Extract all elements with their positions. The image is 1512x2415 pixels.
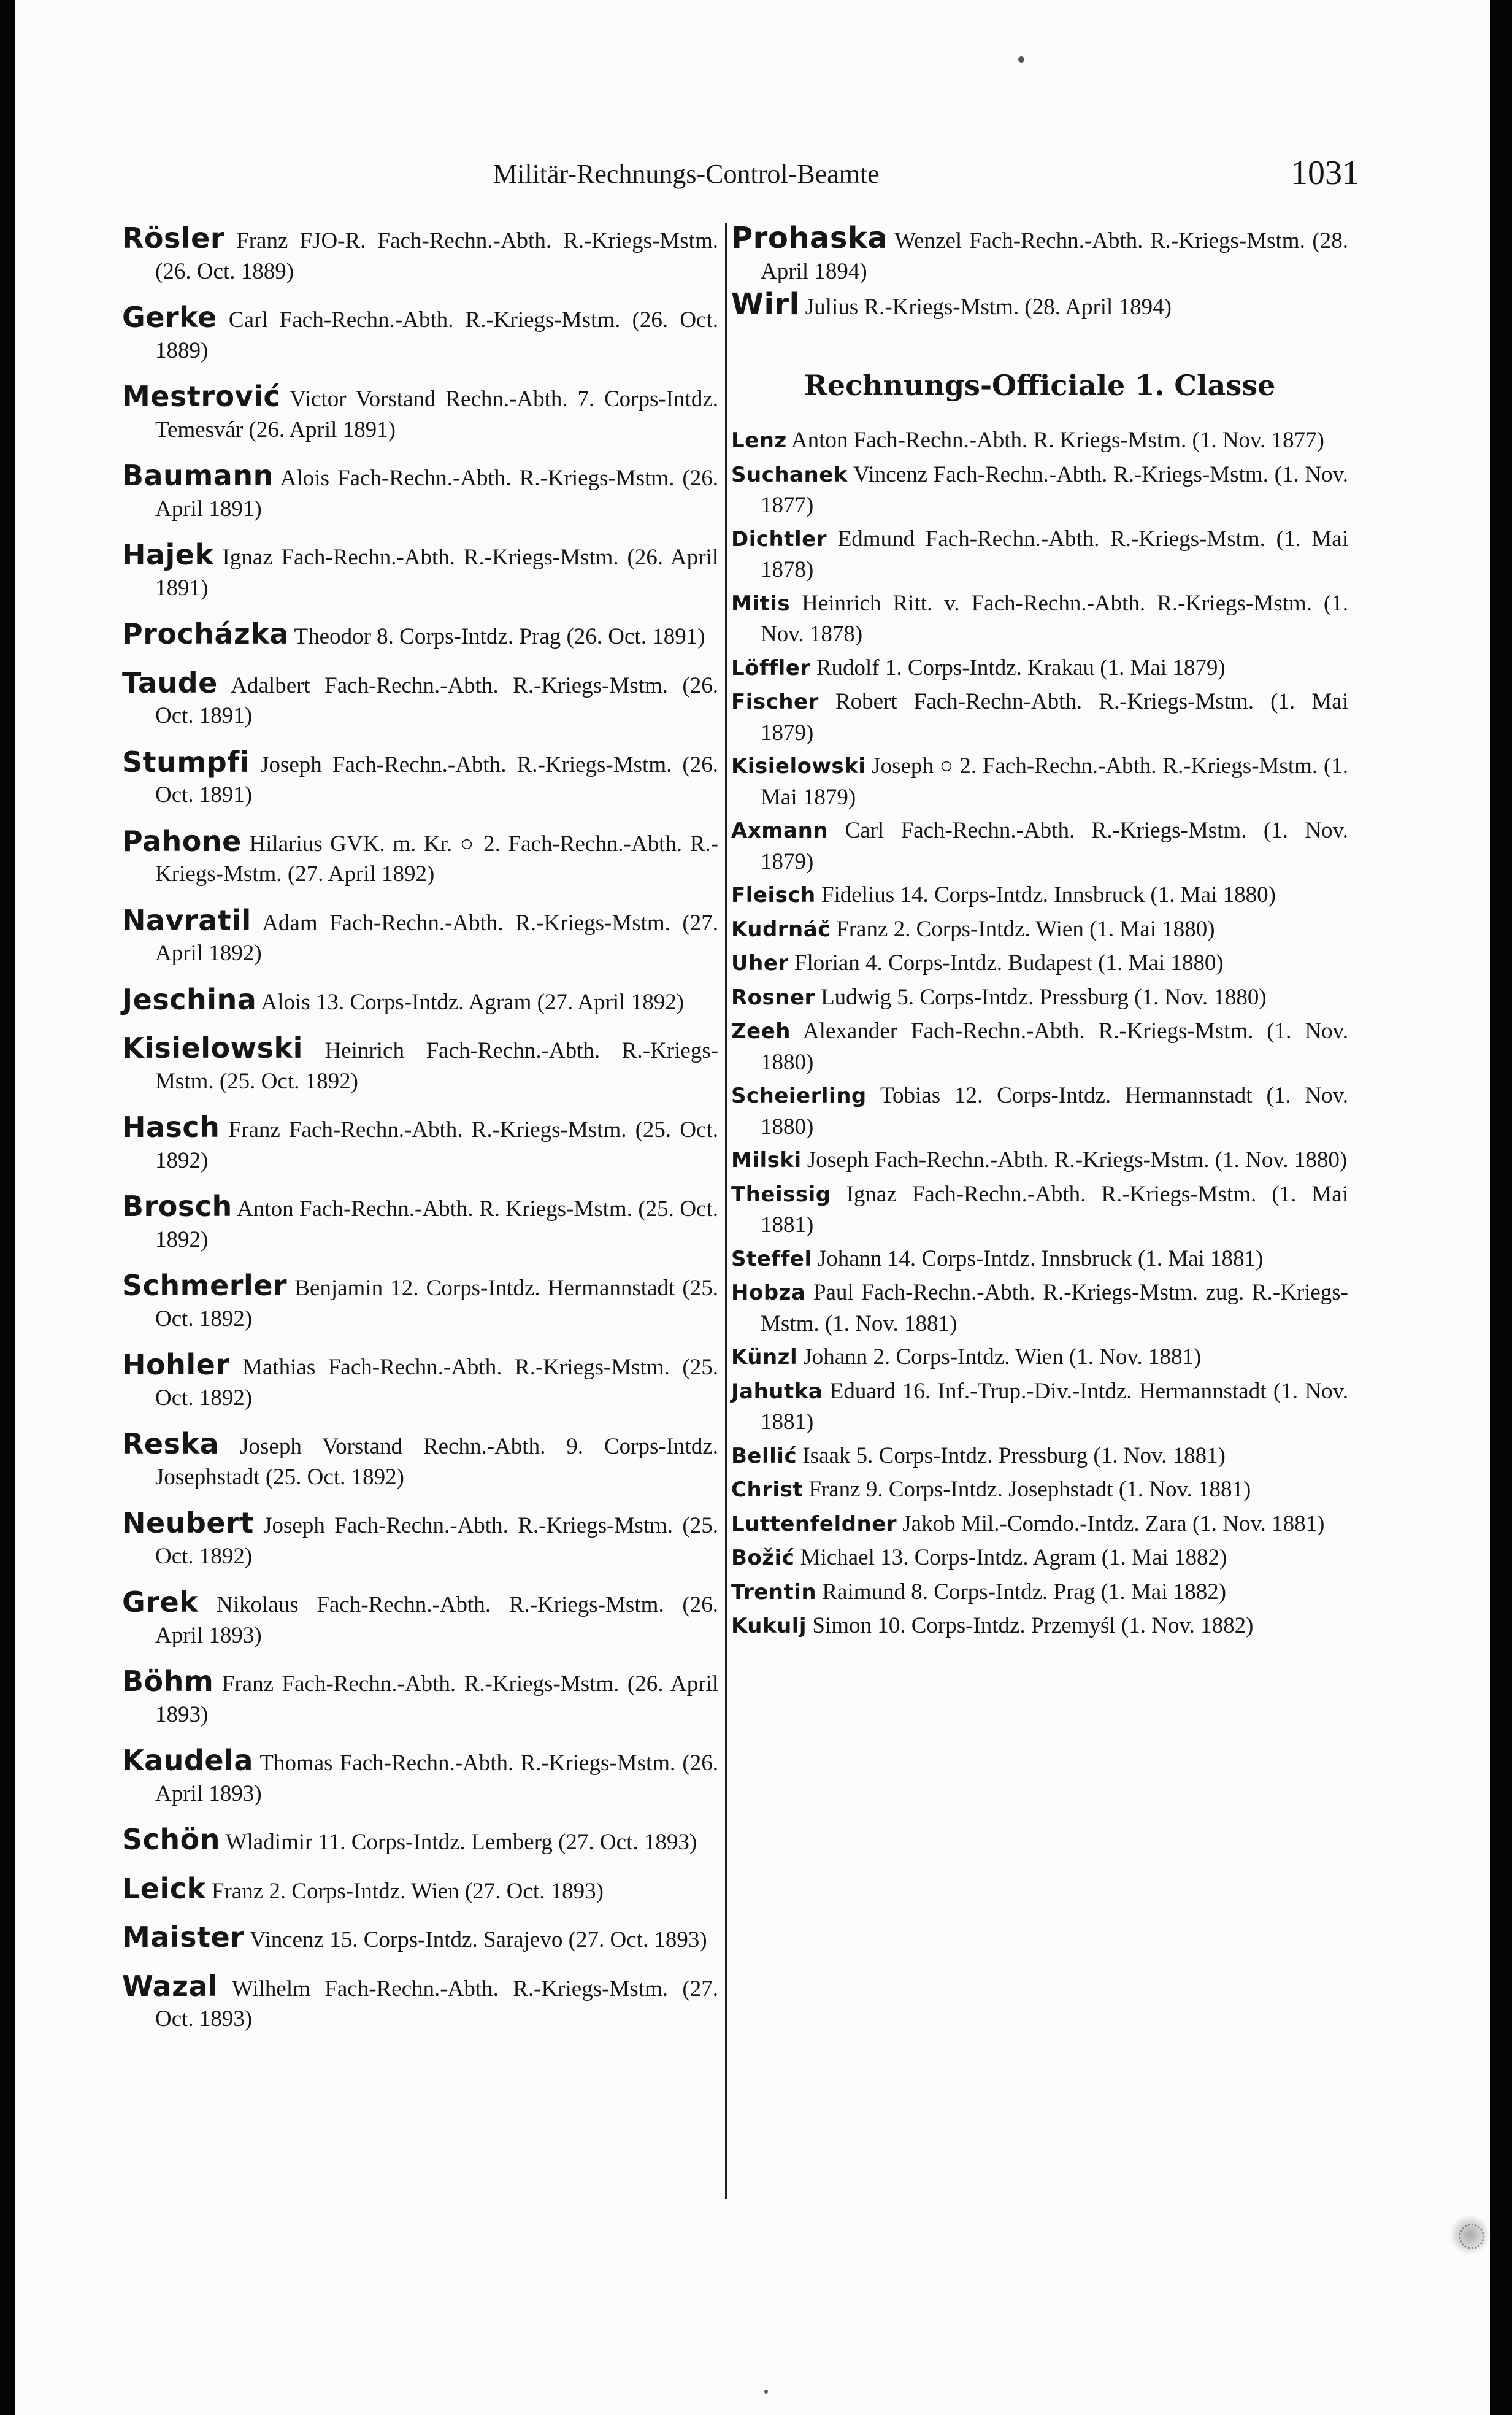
entry-details: Anton Fach-Rechn.-Abth. R. Kriegs-Mstm. (1. Nov. 1877) <box>786 428 1324 453</box>
entry-surname: Taude <box>122 666 218 699</box>
entry-surname: Theissig <box>731 1182 831 1207</box>
entry-details: Joseph ○ 2. Fach-Rechn.-Abth. R.-Kriegs-Mstm. (1. Mai 1879) <box>761 753 1348 810</box>
entry-surname: Stumpfi <box>122 745 250 779</box>
entry-surname: Fischer <box>731 690 819 714</box>
entry-surname: Böhm <box>122 1665 214 1698</box>
list-item <box>122 982 718 1018</box>
list-item <box>122 668 718 731</box>
entry-details: Simon 10. Corps-Intdz. Przemyśl (1. Nov. 1882) <box>807 1613 1254 1638</box>
entry-surname: Uher <box>731 951 789 976</box>
list-item <box>122 1429 718 1492</box>
entry-details: Heinrich Fach-Rechn.-Abth. R.-Kriegs-Mstm. (25. Oct. 1892) <box>155 1038 718 1094</box>
entry-details: Florian 4. Corps-Intdz. Budapest (1. Mai 1880) <box>788 950 1224 976</box>
entry-surname: Trentin <box>731 1579 817 1604</box>
entry-surname: Kisielowski <box>731 754 866 779</box>
entry-details: Hilarius GVK. m. Kr. ○ 2. Fach-Rechn.-Abth. R.-Kriegs-Mstm. (27. April 1892) <box>155 831 718 887</box>
entry-surname: Hajek <box>122 538 214 571</box>
list-item <box>731 588 1348 650</box>
list-item <box>122 1112 718 1176</box>
list-item <box>122 619 718 652</box>
list-item <box>731 1474 1348 1506</box>
entry-surname: Bellić <box>731 1443 797 1468</box>
list-item <box>122 540 718 603</box>
entry-details: Vincenz Fach-Rechn.-Abth. R.-Kriegs-Mstm. (1. Nov. 1877) <box>761 461 1348 518</box>
entry-surname: Wirl <box>731 287 800 322</box>
entry-details: Raimund 8. Corps-Intdz. Prag (1. Mai 1882) <box>816 1579 1227 1604</box>
entry-surname: Milski <box>731 1148 802 1173</box>
entry-details: Johann 14. Corps-Intdz. Innsbruck (1. Mai 1881) <box>812 1246 1264 1271</box>
list-item <box>122 903 718 969</box>
entry-surname: Schmerler <box>122 1269 288 1302</box>
list-item <box>122 1508 718 1571</box>
entry-surname: Zeeh <box>731 1019 791 1044</box>
list-item <box>122 461 718 524</box>
entry-details: Carl Fach-Rechn.-Abth. R.-Kriegs-Mstm. (1. Nov. 1879) <box>761 818 1348 874</box>
entry-details: Anton Fach-Rechn.-Abth. R. Kriegs-Mstm. (25. Oct. 1892) <box>155 1196 718 1252</box>
entry-details: Eduard 16. Inf.-Trup.-Div.-Intdz. Hermannstadt (1. Nov. 1881) <box>761 1378 1348 1435</box>
entry-details: Mathias Fach-Rechn.-Abth. R.-Kriegs-Mstm. (25. Oct. 1892) <box>155 1355 718 1411</box>
list-item <box>122 1971 718 2035</box>
list-item <box>731 1543 1348 1574</box>
entry-surname: Procházka <box>122 617 289 650</box>
entry-details: Nikolaus Fach-Rechn.-Abth. R.-Kriegs-Mstm. (26. April 1893) <box>155 1592 718 1648</box>
list-item <box>731 1509 1348 1540</box>
entry-surname: Jahutka <box>731 1379 823 1404</box>
entry-surname: Schön <box>122 1823 220 1856</box>
library-stamp-icon <box>1450 2215 1489 2254</box>
entry-details: Jakob Mil.-Comdo.-Intdz. Zara (1. Nov. 1881) <box>897 1511 1325 1536</box>
entry-surname: Mitis <box>731 591 791 616</box>
entry-details: Wilhelm Fach-Rechn.-Abth. R.-Kriegs-Mstm. (27. Oct. 1893) <box>155 1976 718 2032</box>
entry-surname: Brosch <box>122 1190 232 1223</box>
entry-surname: Löffler <box>731 655 811 680</box>
entry-details: Ignaz Fach-Rechn.-Abth. R.-Kriegs-Mstm. (26. April 1891) <box>155 545 718 601</box>
right-entry-list <box>731 425 1348 1642</box>
entry-details: Ludwig 5. Corps-Intdz. Pressburg (1. Nov. 1880) <box>815 984 1267 1010</box>
entry-details: Rudolf 1. Corps-Intdz. Krakau (1. Mai 1879) <box>810 655 1226 680</box>
list-item <box>122 223 718 287</box>
entry-details: Franz 2. Corps-Intdz. Wien (1. Mai 1880) <box>830 916 1215 942</box>
entry-details: Joseph Fach-Rechn.-Abth. R.-Kriegs-Mstm. (1. Nov. 1880) <box>801 1147 1348 1173</box>
entry-details: Franz 2. Corps-Intdz. Wien (27. Oct. 1893) <box>205 1878 604 1904</box>
entry-surname: Christ <box>731 1477 804 1502</box>
entry-details: Alois Fach-Rechn.-Abth. R.-Kriegs-Mstm. (26. April 1891) <box>155 466 718 522</box>
column-divider <box>725 223 727 2199</box>
entry-details: Adam Fach-Rechn.-Abth. R.-Kriegs-Mstm. (27. April 1892) <box>155 910 718 966</box>
list-item <box>731 1145 1348 1176</box>
list-item <box>731 880 1348 911</box>
entry-details: Benjamin 12. Corps-Intdz. Hermannstadt (25. Oct. 1892) <box>155 1276 718 1331</box>
entry-surname: Reska <box>122 1427 220 1460</box>
entry-surname: Božić <box>731 1546 795 1570</box>
running-title: Militär-Rechnungs-Control-Beamte <box>493 159 880 189</box>
entry-surname: Hohler <box>122 1348 230 1381</box>
list-item <box>122 1871 718 1907</box>
entry-surname: Kisielowski <box>122 1031 303 1065</box>
list-item <box>731 948 1348 979</box>
entry-surname: Scheierling <box>731 1084 867 1108</box>
entry-details: Adalbert Fach-Rechn.-Abth. R.-Kriegs-Mstm. (26. Oct. 1891) <box>155 672 718 728</box>
entry-surname: Prohaska <box>731 221 888 255</box>
left-column <box>122 223 718 2051</box>
entry-details: Franz Fach-Rechn.-Abth. R.-Kriegs-Mstm. (26. April 1893) <box>155 1671 718 1727</box>
entry-details: Victor Vorstand Rechn.-Abth. 7. Corps-Intdz. Temesvár (26. April 1891) <box>155 387 718 442</box>
entry-surname: Luttenfeldner <box>731 1511 897 1536</box>
list-item <box>122 1271 718 1334</box>
entry-surname: Rösler <box>122 221 225 255</box>
page-number: 1031 <box>1291 154 1359 192</box>
list-item <box>731 1277 1348 1339</box>
entry-surname: Jeschina <box>122 982 257 1016</box>
entry-details: Wladimir 11. Corps-Intdz. Lemberg (27. Oct. 1893) <box>220 1830 697 1855</box>
ink-speck <box>764 2390 768 2394</box>
entry-surname: Lenz <box>731 428 787 453</box>
list-item <box>731 1577 1348 1608</box>
ink-speck <box>1018 56 1024 63</box>
entry-details: Tobias 12. Corps-Intdz. Hermannstadt (1. Nov. 1880) <box>761 1083 1348 1139</box>
entry-surname: Kudrnáč <box>731 917 831 942</box>
list-item <box>122 302 718 366</box>
entry-details: Heinrich Ritt. v. Fach-Rechn.-Abth. R.-Kriegs-Mstm. (1. Nov. 1878) <box>761 590 1348 647</box>
entry-surname: Hasch <box>122 1111 220 1144</box>
list-item <box>122 1350 718 1413</box>
list-item <box>122 826 718 890</box>
right-column <box>731 223 1348 1645</box>
entry-details: Carl Fach-Rechn.-Abth. R.-Kriegs-Mstm. (26. Oct. 1889) <box>155 307 718 363</box>
entry-surname: Rosner <box>731 985 815 1010</box>
entry-details: Robert Fach-Rechn-Abth. R.-Kriegs-Mstm. (1. Mai 1879) <box>761 689 1348 745</box>
entry-surname: Künzl <box>731 1345 798 1369</box>
entry-surname: Leick <box>122 1871 206 1905</box>
list-item <box>731 653 1348 684</box>
entry-surname: Dichtler <box>731 526 827 552</box>
entry-details: Joseph Fach-Rechn.-Abth. R.-Kriegs-Mstm. (25. Oct. 1892) <box>155 1513 718 1569</box>
list-item <box>731 524 1348 585</box>
list-item <box>731 460 1348 521</box>
list-item <box>122 1587 718 1650</box>
left-entry-list <box>122 223 718 2035</box>
entry-details: Isaak 5. Corps-Intdz. Pressburg (1. Nov. 1881) <box>797 1442 1226 1468</box>
entry-details: Theodor 8. Corps-Intdz. Prag (26. Oct. 1891) <box>288 624 705 649</box>
entry-details: Vincenz 15. Corps-Intdz. Sarajevo (27. Oct. 1893) <box>244 1927 707 1952</box>
entry-details: Joseph Fach-Rechn.-Abth. R.-Kriegs-Mstm. (26. Oct. 1891) <box>155 752 718 807</box>
entry-details: Johann 2. Corps-Intdz. Wien (1. Nov. 1881) <box>797 1344 1202 1369</box>
list-item <box>122 1922 718 1955</box>
entry-details: Franz FJO-R. Fach-Rechn.-Abth. R.-Kriegs-Mstm. (26. Oct. 1889) <box>155 228 718 284</box>
list-item <box>731 1611 1348 1642</box>
entry-details: Wenzel Fach-Rechn.-Abth. R.-Kriegs-Mstm. (28. April 1894) <box>761 228 1348 284</box>
list-item <box>731 1342 1348 1373</box>
section-heading: Rechnungs-Officiale 1. Classe <box>804 368 1276 402</box>
entry-surname: Axmann <box>731 818 829 843</box>
list-item <box>122 1192 718 1255</box>
list-item <box>122 1666 718 1730</box>
list-item <box>731 982 1348 1014</box>
entry-surname: Neubert <box>122 1506 254 1539</box>
list-item <box>731 223 1348 287</box>
list-item <box>731 914 1348 946</box>
list-item <box>731 1244 1348 1275</box>
entry-surname: Suchanek <box>731 462 848 487</box>
list-item <box>731 751 1348 812</box>
entry-surname: Gerke <box>122 301 217 334</box>
entry-surname: Baumann <box>122 459 274 492</box>
list-item <box>122 747 718 811</box>
right-top-entry-list <box>731 223 1348 323</box>
book-page <box>15 0 1490 2415</box>
list-item <box>731 1179 1348 1241</box>
list-item <box>731 1376 1348 1438</box>
entry-surname: Grek <box>122 1585 199 1619</box>
list-item <box>122 1825 718 1858</box>
list-item <box>731 1016 1348 1077</box>
entry-details: Thomas Fach-Rechn.-Abth. R.-Kriegs-Mstm. (26. April 1893) <box>155 1751 718 1806</box>
list-item <box>122 1033 718 1096</box>
entry-surname: Navratil <box>122 903 251 937</box>
entry-details: Franz 9. Corps-Intdz. Josephstadt (1. Nov. 1881) <box>803 1477 1251 1502</box>
entry-details: Fidelius 14. Corps-Intdz. Innsbruck (1. Mai 1880) <box>815 882 1276 907</box>
entry-surname: Fleisch <box>731 883 816 907</box>
list-item <box>122 382 718 445</box>
entry-details: Alexander Fach-Rechn.-Abth. R.-Kriegs-Mstm. (1. Nov. 1880) <box>761 1019 1348 1075</box>
entry-details: Alois 13. Corps-Intdz. Agram (27. April 1892) <box>256 989 685 1015</box>
list-item <box>731 687 1348 748</box>
list-item <box>122 1746 718 1809</box>
entry-details: Michael 13. Corps-Intdz. Agram (1. Mai 1882) <box>794 1545 1227 1570</box>
entry-details: Franz Fach-Rechn.-Abth. R.-Kriegs-Mstm. (25. Oct. 1892) <box>155 1117 718 1173</box>
entry-surname: Kukulj <box>731 1614 807 1638</box>
list-item <box>731 287 1348 323</box>
list-item <box>731 1441 1348 1472</box>
entry-details: Paul Fach-Rechn.-Abth. R.-Kriegs-Mstm. zug. R.-Kriegs-Mstm. (1. Nov. 1881) <box>761 1280 1348 1336</box>
entry-details: Joseph Vorstand Rechn.-Abth. 9. Corps-Intdz. Josephstadt (25. Oct. 1892) <box>155 1434 718 1490</box>
list-item <box>731 1080 1348 1142</box>
entry-surname: Pahone <box>122 824 242 858</box>
entry-surname: Steffel <box>731 1246 812 1271</box>
entry-surname: Wazal <box>122 1969 218 2003</box>
list-item <box>731 425 1348 456</box>
list-item <box>731 815 1348 877</box>
entry-details: Edmund Fach-Rechn.-Abth. R.-Kriegs-Mstm. (1. Mai 1878) <box>761 526 1348 582</box>
entry-surname: Kaudela <box>122 1744 253 1777</box>
entry-surname: Mestrović <box>122 380 281 413</box>
entry-details: Ignaz Fach-Rechn.-Abth. R.-Kriegs-Mstm. (1. Mai 1881) <box>761 1181 1348 1238</box>
entry-details: Julius R.-Kriegs-Mstm. (28. April 1894) <box>799 295 1172 320</box>
entry-surname: Hobza <box>731 1281 806 1305</box>
entry-surname: Maister <box>122 1920 245 1954</box>
